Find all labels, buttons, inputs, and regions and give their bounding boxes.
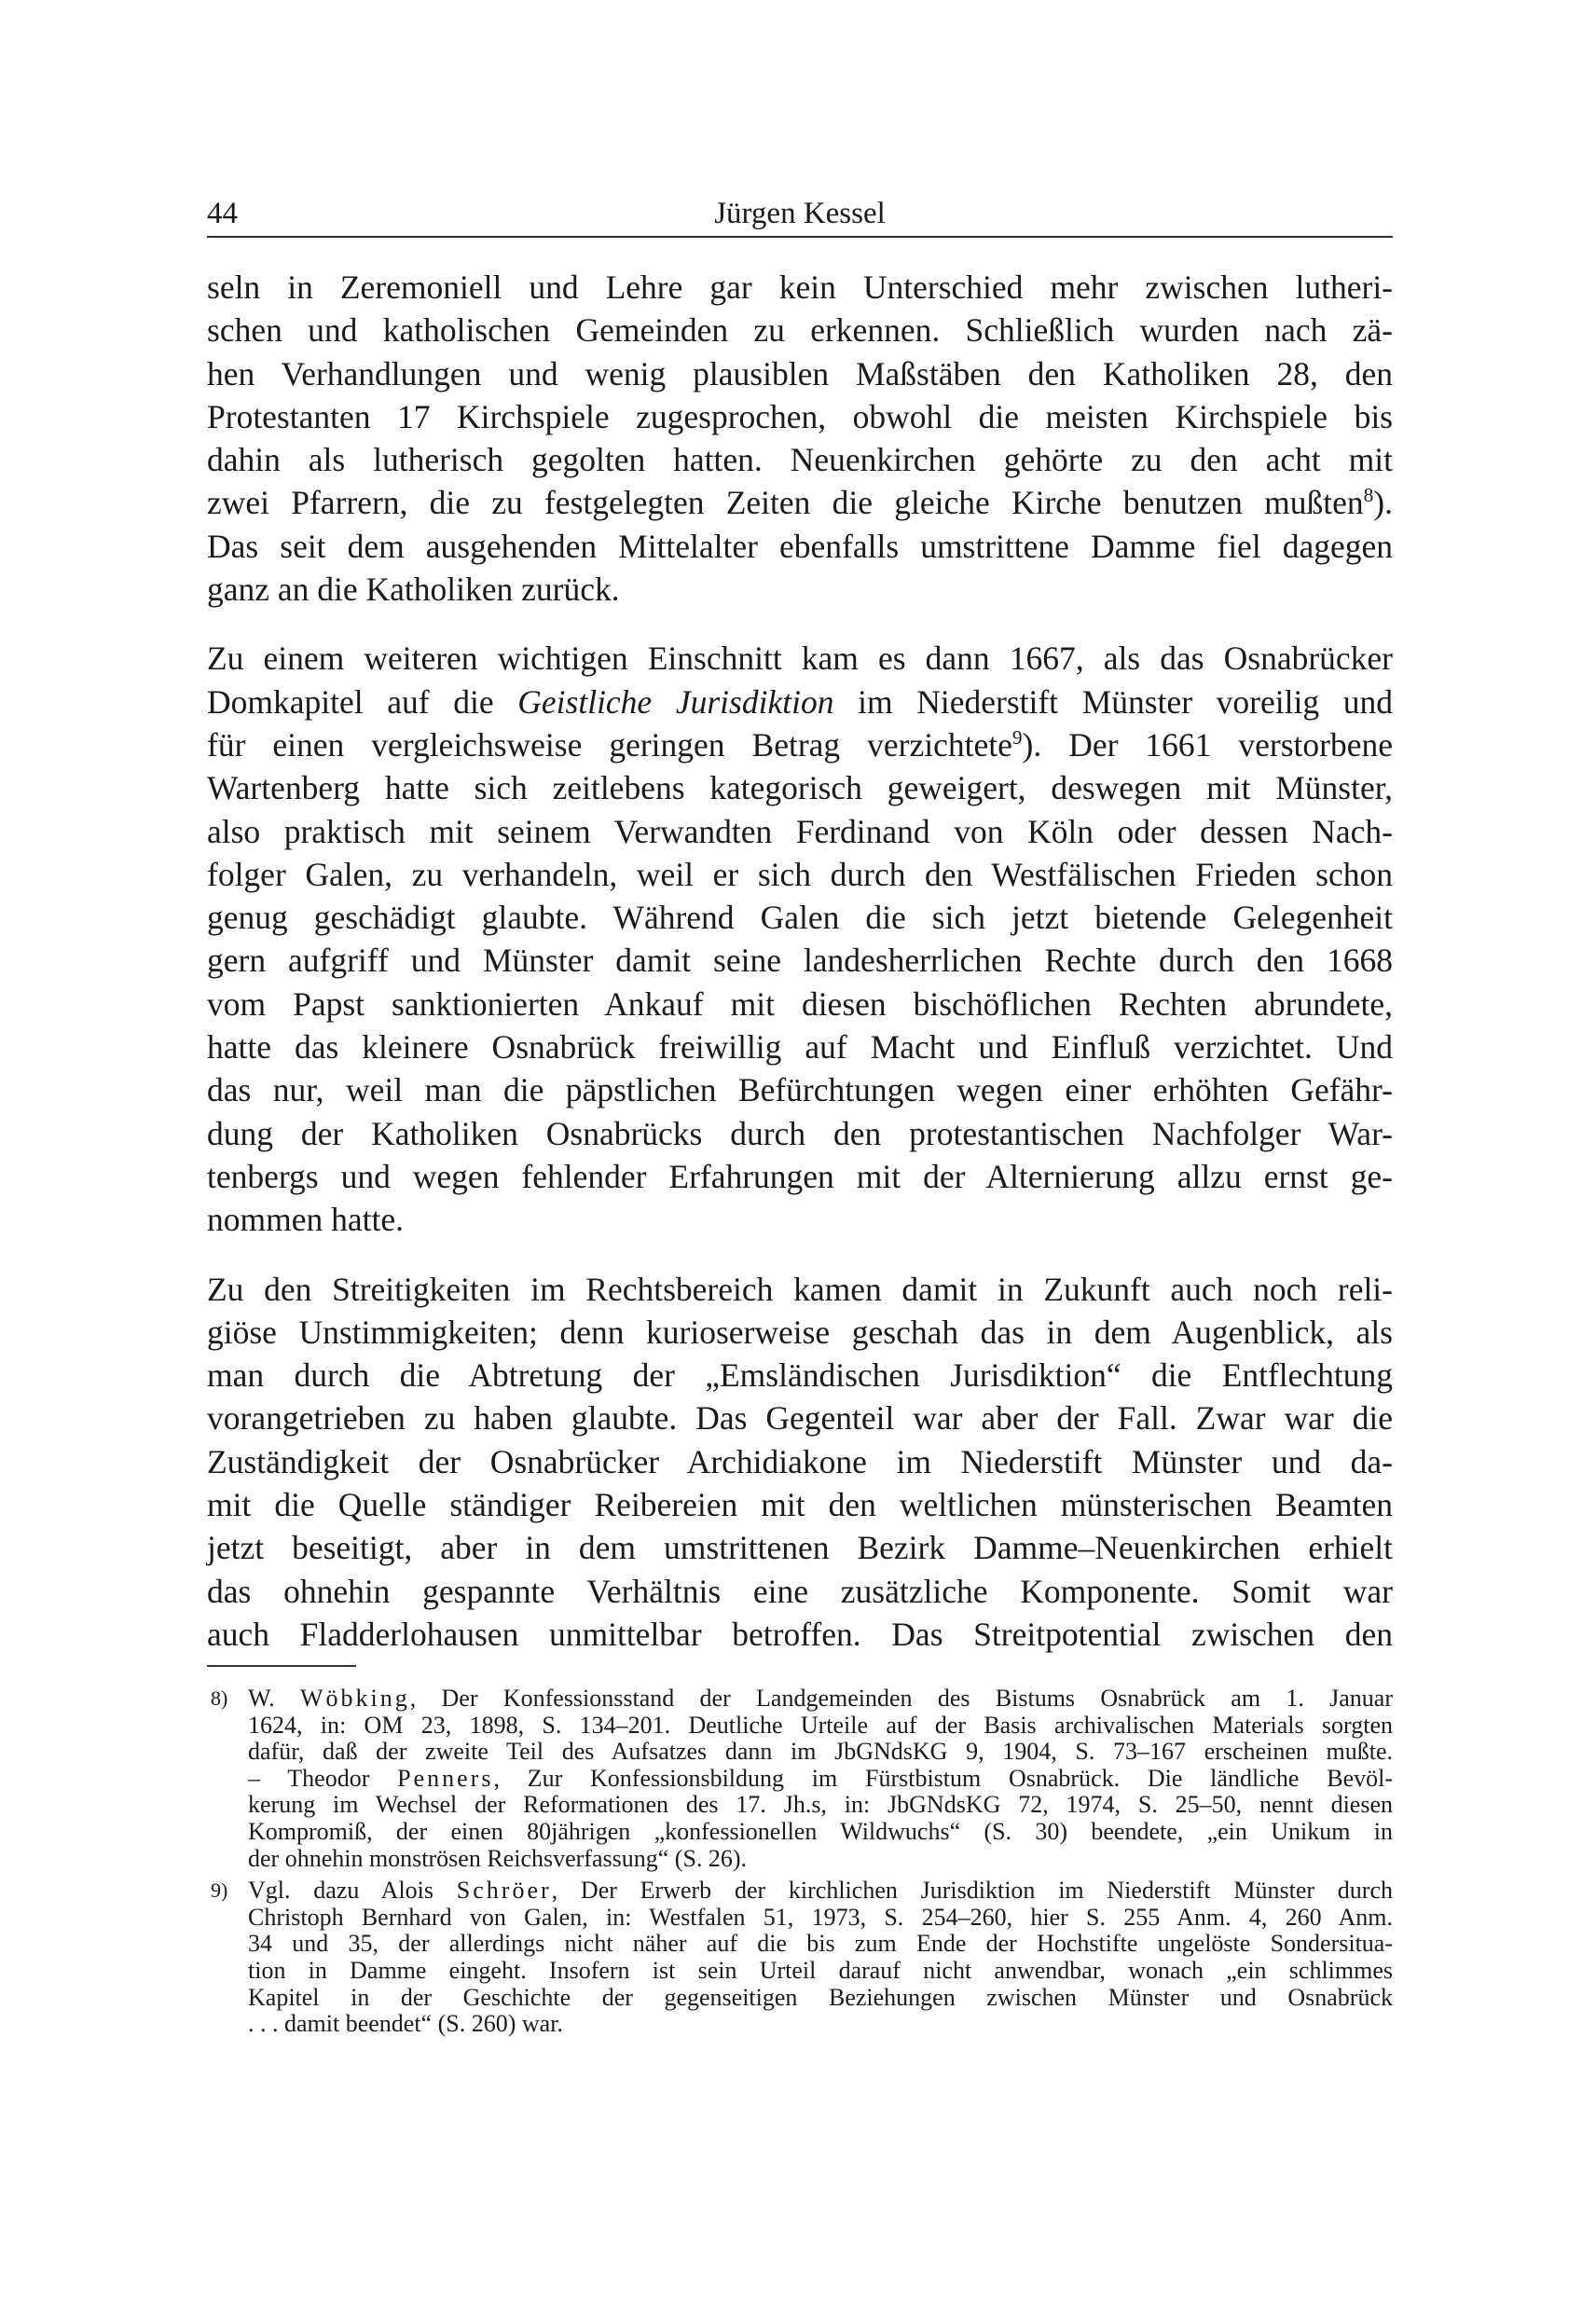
text-line-part: zwei Pfarrern, die zu festgelegten Zeiten die gleiche Kirche benutzen mußten — [207, 484, 1364, 522]
text-line: also praktisch mit seinem Verwandten Ferdinand von Köln oder dessen Nach- — [207, 812, 1393, 850]
text-line: auch Fladderlohausen unmittelbar betroffen. Das Streitpotential zwischen den — [207, 1615, 1393, 1653]
footnote-line: 34 und 35, der allerdings nicht näher auf die bis zum Ende der Hochstifte ungelöste Sondersitua- — [248, 1930, 1393, 1958]
text-line: das nur, weil man die päpstlichen Befürchtungen wegen einer erhöhten Gefähr- — [207, 1071, 1393, 1109]
page-number: 44 — [207, 197, 238, 230]
footnote-text: , Der Erwerb der kirchlichen Jurisdiktion im Niederstift Münster durch — [551, 1877, 1393, 1905]
text-line: schen und katholischen Gemeinden zu erkennen. Schließlich wurden nach zä- — [207, 311, 1393, 350]
footnote-line — [248, 1686, 1393, 1713]
text-line: vom Papst sanktionierten Ankauf mit diesen bischöflichen Rechten abrundete, — [207, 984, 1393, 1023]
italic-term: Geistliche Jurisdiktion — [517, 682, 834, 721]
text-line: Zu einem weiteren wichtigen Einschnitt kam es dann 1667, als das Osnabrücker — [207, 640, 1393, 678]
paragraph-1 — [207, 266, 1393, 611]
text-line: folger Galen, zu verhandeln, weil er sich durch den Westfälischen Frieden schon — [207, 855, 1393, 893]
text-line: dung der Katholiken Osnabrücks durch den protestantischen Nachfolger War- — [207, 1114, 1393, 1152]
footnote-ref-8[interactable]: 8 — [1363, 484, 1374, 507]
footnote-line: dafür, daß der zweite Teil des Aufsatzes dann im JbGNdsKG 9, 1904, S. 73–167 erscheinen mußte. — [248, 1738, 1393, 1766]
text-line: das ohnehin gespannte Verhältnis eine zusätzliche Komponente. Somit war — [207, 1572, 1393, 1610]
text-line-with-note — [207, 481, 1393, 524]
text-line: jetzt beseitigt, aber in dem umstrittenen Bezirk Damme–Neuenkirchen erhielt — [207, 1529, 1393, 1567]
text-line: tenbergs und wegen fehlender Erfahrungen mit der Alternierung allzu ernst ge- — [207, 1157, 1393, 1195]
text-line-part: für einen vergleichsweise geringen Betrag verzichtete — [207, 725, 1012, 764]
footnote-9 — [207, 1878, 1393, 2038]
text-line: genug geschädigt glaubte. Während Galen die sich jetzt bietende Gelegenheit — [207, 899, 1393, 937]
footnote-line — [248, 1878, 1393, 1905]
text-line: Wartenberg hatte sich zeitlebens kategorisch geweigert, deswegen mit Münster, — [207, 769, 1393, 807]
paragraph-3 — [207, 1268, 1393, 1657]
text-line: Zuständigkeit der Osnabrücker Archidiakone im Niederstift Münster und da- — [207, 1442, 1393, 1480]
footnote-text: W. — [248, 1685, 300, 1712]
footnote-line: . . . damit beendet“ (S. 260) war. — [248, 2010, 563, 2038]
text-line: Das seit dem ausgehenden Mittelalter ebenfalls umstrittene Damme fiel dagegen — [207, 527, 1393, 565]
text-line: man durch die Abtretung der „Emsländischen Jurisdiktion“ die Entflechtung — [207, 1356, 1393, 1395]
footnote-line — [248, 1766, 1393, 1793]
text-line: hatte das kleinere Osnabrück freiwillig auf Macht und Einfluß verzichtet. Und — [207, 1028, 1393, 1067]
footnote-separator — [207, 1665, 356, 1667]
footnote-marker: 8) — [211, 1686, 228, 1710]
footnote-line: Christoph Bernhard von Galen, in: Westfalen 51, 1973, S. 254–260, hier S. 255 Anm. 4, 260 Anm. — [248, 1903, 1393, 1931]
footnote-line: Kapitel in der Geschichte der gegenseitigen Beziehungen zwischen Münster und Osnabrück — [248, 1983, 1393, 2011]
text-line-part: im Niederstift Münster voreilig und — [833, 682, 1393, 721]
footnote-ref-9[interactable]: 9 — [1011, 726, 1023, 750]
author-name: Penners — [397, 1764, 494, 1792]
text-line-with-note — [207, 723, 1393, 766]
text-line-part: ). — [1373, 484, 1393, 522]
footnote-text: , Der Konfessionsstand der Landgemeinden des Bistums Osnabrück am 1. Januar — [409, 1685, 1394, 1712]
author-name: Wöbking — [299, 1685, 410, 1712]
footnote-line: 1624, in: OM 23, 1898, S. 134–201. Deutliche Urteile auf der Basis archivalischen Materials sorgten — [248, 1711, 1393, 1739]
text-line: ganz an die Katholiken zurück. — [207, 571, 620, 609]
text-line: mit die Quelle ständiger Reibereien mit den weltlichen münsterischen Beamten — [207, 1486, 1393, 1524]
footnote-line: Kompromiß, der einen 80jährigen „konfessionellen Wildwuchs“ (S. 30) beendete, „ein Unikum in — [248, 1817, 1393, 1845]
text-line: dahin als lutherisch gegolten hatten. Neuenkirchen gehörte zu den acht mit — [207, 441, 1393, 479]
footnote-text: Vgl. dazu Alois — [248, 1877, 457, 1905]
footnote-text: , Zur Konfessionsbildung im Fürstbistum Osnabrück. Die ländliche Bevöl- — [493, 1764, 1393, 1792]
text-line: hen Verhandlungen und wenig plausiblen Maßstäben den Katholiken 28, den — [207, 354, 1393, 392]
text-line: giöse Unstimmigkeiten; denn kurioserweise geschah das in dem Augenblick, als — [207, 1313, 1393, 1351]
footnotes — [207, 1686, 1393, 2044]
author-name: Schröer — [456, 1877, 552, 1905]
footnote-line: tion in Damme eingeht. Insofern ist sein Urteil darauf nicht anwendbar, wonach „ein schlimmes — [248, 1956, 1393, 1984]
main-text — [207, 266, 1393, 1682]
footnote-line: kerung im Wechsel der Reformationen des 17. Jh.s, in: JbGNdsKG 72, 1974, S. 25–50, nennt diesen — [248, 1791, 1393, 1819]
text-line: Protestanten 17 Kirchspiele zugesprochen, obwohl die meisten Kirchspiele bis — [207, 397, 1393, 435]
footnote-8 — [207, 1686, 1393, 1872]
running-head-author: Jürgen Kessel — [714, 197, 886, 230]
footnote-line: der ohnehin monströsen Reichsverfassung“ (S. 26). — [248, 1844, 748, 1872]
text-line: seln in Zeremoniell und Lehre gar kein Unterschied mehr zwischen lutheri- — [207, 268, 1393, 306]
text-line-with-italic — [207, 681, 1393, 723]
text-line: vorangetrieben zu haben glaubte. Das Gegenteil war aber der Fall. Zwar war die — [207, 1399, 1393, 1438]
text-line: gern aufgriff und Münster damit seine landesherrlichen Rechte durch den 1668 — [207, 942, 1393, 980]
text-line: Zu den Streitigkeiten im Rechtsbereich kamen damit in Zukunft auch noch reli- — [207, 1270, 1393, 1308]
paragraph-2 — [207, 637, 1393, 1241]
running-head — [207, 191, 1393, 238]
footnote-marker: 9) — [211, 1878, 228, 1903]
text-line: nommen hatte. — [207, 1201, 404, 1239]
text-line-part: Domkapitel auf die — [207, 682, 518, 721]
footnote-text: – Theodor — [248, 1764, 398, 1792]
text-line-part: ). Der 1661 verstorbene — [1022, 725, 1393, 764]
